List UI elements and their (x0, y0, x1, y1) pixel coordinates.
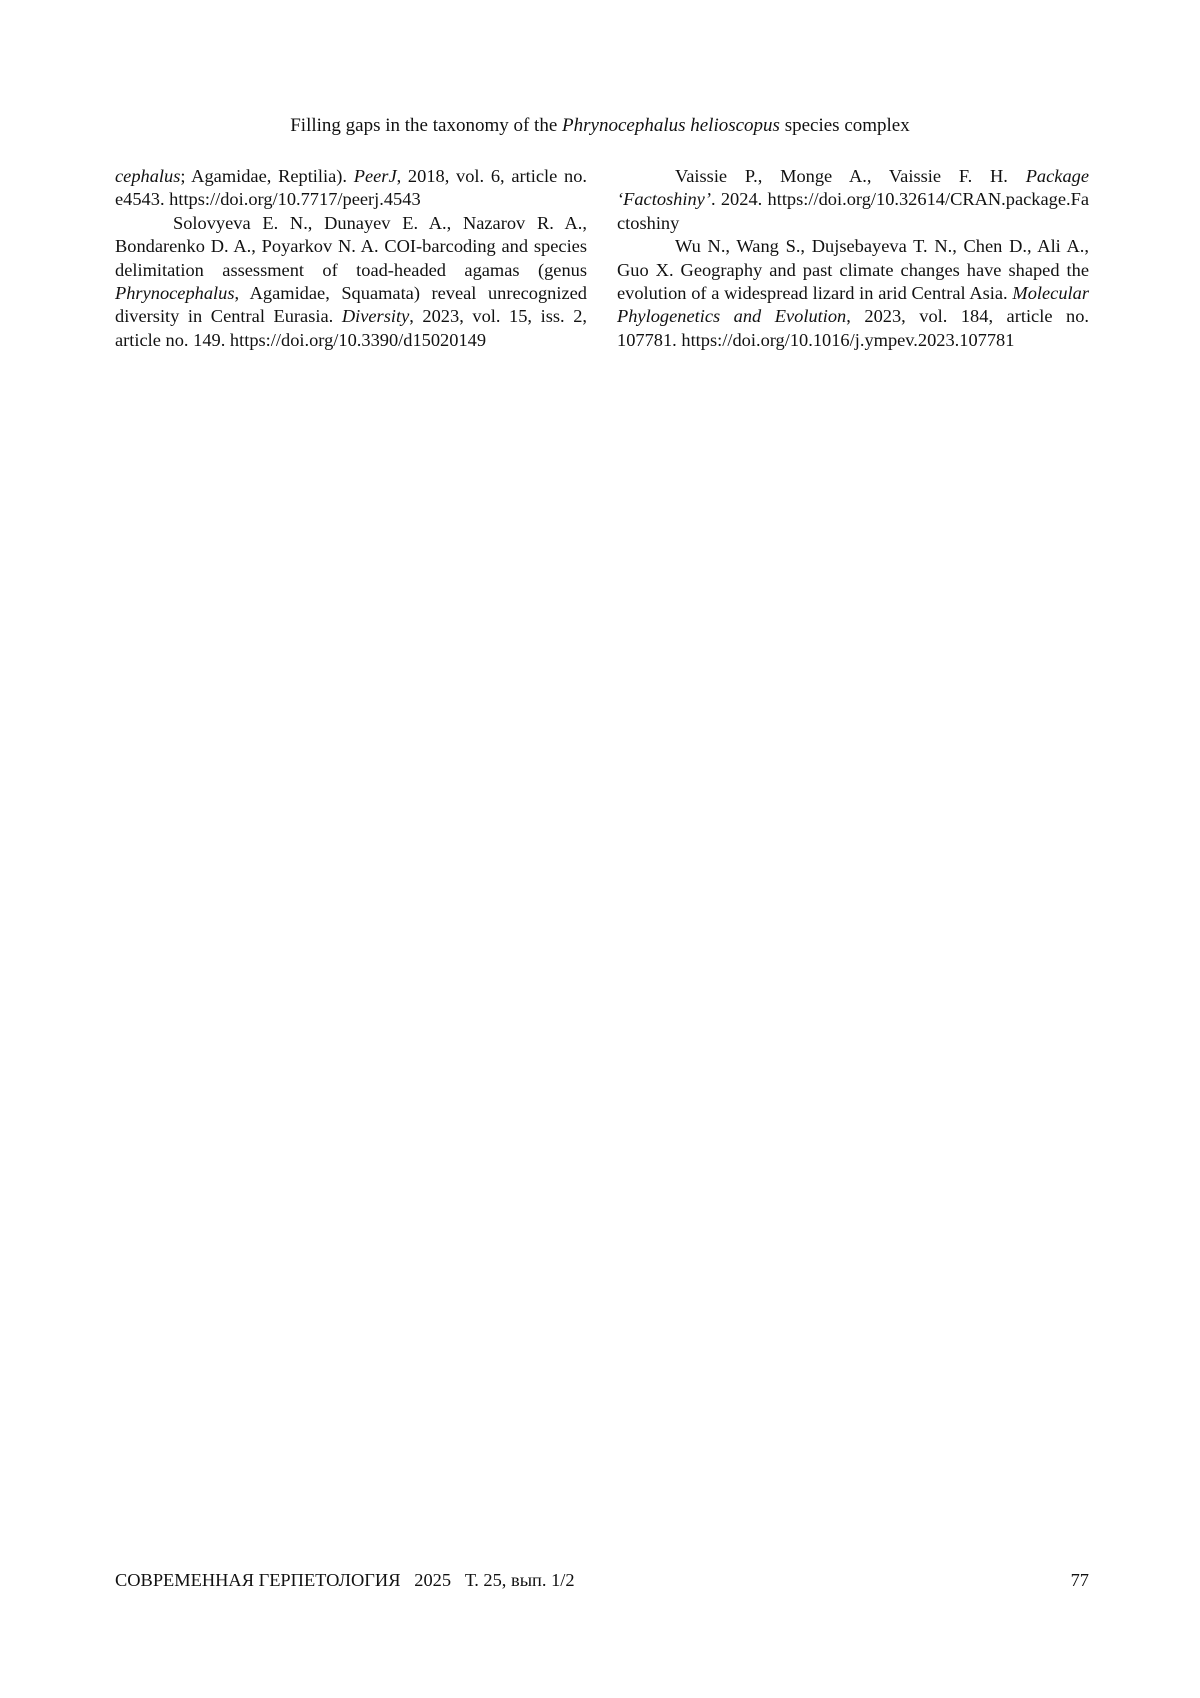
running-head (0, 114, 1200, 138)
reference-text: Wu N., Wang S., Dujsebayeva T. N., Chen D., Ali A., Guo X. Geography and past climate changes have shaped the evolution of a widespread lizard in arid Central Asia. (617, 236, 1089, 304)
reference-genus: cephalus (115, 166, 181, 186)
reference-item (617, 235, 1089, 352)
running-head-suffix: species complex (779, 115, 910, 136)
reference-journal: Molecular Phylogenetics and Evolution (617, 283, 1089, 327)
running-head-species: Phrynocephalus helioscopus (562, 115, 780, 136)
reference-text: , 2023, vol. 15, iss. 2, article no. 149. (115, 306, 587, 350)
reference-text: . 2024. (710, 189, 768, 210)
reference-doi-link[interactable]: https://doi.org/10.7717/peerj.4543 (169, 189, 421, 210)
reference-doi-link[interactable]: https://doi.org/10.1016/j.ympev.2023.107781 (681, 329, 1015, 350)
reference-title: Package ‘Factoshiny’ (617, 166, 1089, 210)
reference-item (115, 212, 587, 352)
right-column (617, 165, 1089, 352)
footer-journal-info: СОВРЕМЕННАЯ ГЕРПЕТОЛОГИЯ 2025 Т. 25, вып. 1/2 (115, 1570, 575, 1590)
reference-text: , 2023, vol. 184, article no. 107781. (617, 306, 1089, 350)
left-column (115, 165, 587, 352)
reference-item (617, 165, 1089, 235)
reference-journal: PeerJ (353, 166, 397, 186)
page-number: 77 (1070, 1570, 1089, 1590)
reference-item (115, 165, 587, 212)
reference-doi-link[interactable]: https://doi.org/10.32614/CRAN.package.Factoshiny (617, 189, 1089, 233)
reference-text: Solovyeva E. N., Dunayev E. A., Nazarov R. A., Bondarenko D. A., Poyarkov N. A. COI-barcoding and species delimitation assessment of toad-headed agamas (genus (115, 212, 587, 280)
reference-text: , Agamidae, Squamata) reveal unrecognized diversity in Central Eurasia. (115, 283, 587, 327)
reference-text: , 2018, vol. 6, article no. e4543. (115, 166, 587, 210)
reference-text: ; Agamidae, Reptilia). (180, 166, 354, 186)
running-head-prefix: Filling gaps in the taxonomy of the (290, 115, 563, 136)
reference-journal: Diversity (341, 306, 410, 327)
reference-authors: Vaissie P., Monge A., Vaissie F. H. (675, 166, 1026, 186)
reference-genus: Phrynocephalus (115, 283, 235, 304)
reference-doi-link[interactable]: https://doi.org/10.3390/d15020149 (229, 329, 487, 350)
